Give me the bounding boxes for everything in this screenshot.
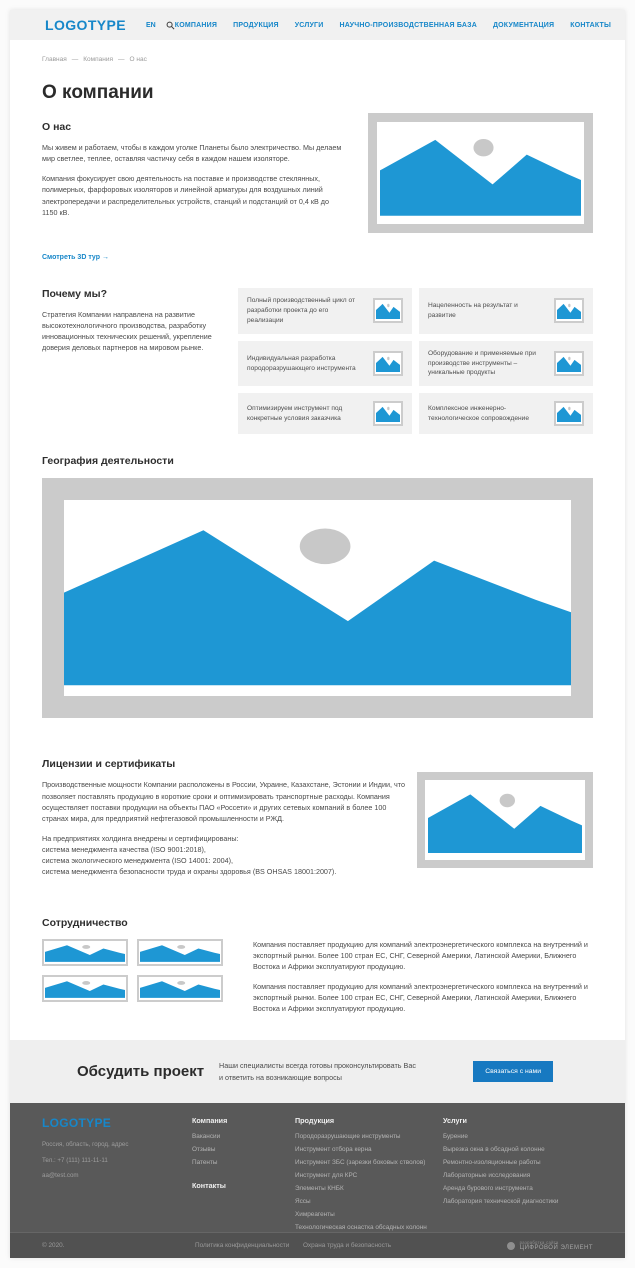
- footer-services-heading: Услуги: [443, 1116, 467, 1125]
- card-image-placeholder: [373, 351, 403, 376]
- breadcrumb-home[interactable]: Главная: [42, 56, 67, 63]
- footer-product-link[interactable]: Инструмент для КРС: [295, 1172, 358, 1179]
- geography-section: [42, 455, 593, 718]
- licenses-heading: Лицензии и сертификаты: [42, 758, 176, 771]
- certification-line: система менеджмента безопасности труда и охраны здоровья (BS OHSAS 18001:2007).: [42, 867, 337, 877]
- licenses-image-placeholder: [417, 772, 593, 868]
- developer-logo-icon: [507, 1242, 515, 1250]
- about-heading: О нас: [42, 121, 72, 133]
- geography-heading: География деятельности: [42, 455, 174, 468]
- breadcrumb-company[interactable]: Компания: [83, 56, 113, 63]
- cooperation-paragraph: Компания поставляет продукцию для компаний электроэнергетического комплекса на внутренний и экспортный рынки. Более 100 стран ЕС, СНГ, Северной Америки, Латинской Америки, Ближнего Востока и Африки эксплуатируют продукцию.: [253, 939, 588, 971]
- footer-product-link[interactable]: Яссы: [295, 1198, 311, 1205]
- feature-card: Комплексное инженерно-технологическое сопровождение: [419, 393, 593, 434]
- footer-email-link[interactable]: aa@test.com: [42, 1172, 79, 1179]
- card-image-placeholder: [373, 401, 403, 426]
- about-image-placeholder: [368, 113, 593, 233]
- footer-link-reviews[interactable]: Отзывы: [192, 1146, 216, 1153]
- nav-contacts[interactable]: КОНТАКТЫ: [570, 21, 612, 29]
- cta-heading: Обсудить проект: [77, 1063, 205, 1080]
- why-us-cards: [238, 288, 593, 434]
- footer: [10, 1103, 625, 1232]
- footer-product-link[interactable]: Химреагенты: [295, 1211, 335, 1218]
- developer-name: ЦИФРОВОЙ ЭЛЕМЕНТ: [519, 1245, 593, 1251]
- footer-column-services: [443, 1116, 593, 1232]
- copyright: © 2020.: [42, 1242, 65, 1249]
- nav-company[interactable]: КОМПАНИЯ: [174, 21, 218, 29]
- footer-service-link[interactable]: Лабораторные исследования: [443, 1172, 531, 1179]
- footer-service-link[interactable]: Аренда бурового инструмента: [443, 1185, 533, 1192]
- about-paragraph: Мы живем и работаем, чтобы в каждом уголке Планеты было электричество. Мы делаем мир светлее, теплее, оставляя частичку себя в каждом нашем изоляторе.: [42, 143, 342, 164]
- footer-company-heading: Компания: [192, 1116, 228, 1125]
- breadcrumb: [42, 56, 593, 63]
- card-image-placeholder: [554, 401, 584, 426]
- nav-documentation[interactable]: ДОКУМЕНТАЦИЯ: [492, 21, 555, 29]
- footer-service-link[interactable]: Вырезка окна в обсадной колонне: [443, 1146, 545, 1153]
- cta-text: Наши специалисты всегда готовы проконсультировать Вас и ответить на возникающие вопросы: [219, 1061, 416, 1082]
- footer-product-link[interactable]: Инструмент ЗБС (зарезки боковых стволов): [295, 1159, 426, 1166]
- cooperation-section: [42, 917, 593, 1015]
- developer-credit-label: разработка сайта: [519, 1240, 559, 1245]
- footer-product-link[interactable]: Элементы КНБК: [295, 1185, 344, 1192]
- breadcrumb-separator: —: [71, 56, 79, 63]
- licenses-paragraph: Производственные мощности Компании расположены в России, Украине, Казахстане, Эстонии и Индии, что позволяет поставлять продукцию в короткие сроки и оптимизировать транспортные расходы. Компания осуществляет поставки продукции на объекты ПАО «Россети» и других сетевых компаний в более 100 странах мира, для предприятий нефтегазовой промышленности и РЖД.: [42, 780, 405, 823]
- main-content: [10, 40, 625, 1015]
- why-us-section: [42, 288, 593, 434]
- main-nav: [175, 22, 611, 29]
- about-paragraph: Компания фокусирует свою деятельность на поставке и производстве стеклянных, полимерных, фарфоровых изоляторов и линейной арматуры для воздушных линий электропередачи и распределительных устройств, станций и подстанций от 0,4 кВ до 1150 кВ.: [42, 174, 329, 217]
- logo[interactable]: LOGOTYPE: [45, 17, 126, 33]
- feature-card: Оборудование и применяемые при производстве инструменты – уникальные продукты: [419, 341, 593, 387]
- nav-products[interactable]: ПРОДУКЦИЯ: [233, 21, 279, 29]
- why-us-text: Стратегия Компании направлена на развитие высокотехнологичного производства, разработку инновационных технических решений, укрепление доверия деловых партнеров на мировом рынке.: [42, 310, 212, 353]
- breadcrumb-current: О нас: [129, 56, 147, 63]
- footer-product-link[interactable]: Технологическая оснастка обсадных колонн: [295, 1224, 427, 1231]
- language-switcher[interactable]: EN: [146, 21, 156, 29]
- footer-phone: Тел.: +7 (111) 111-11-11: [42, 1157, 108, 1164]
- footer-address: Россия, область, город, адрес: [42, 1141, 129, 1148]
- card-image-placeholder: [554, 351, 584, 376]
- geography-image-placeholder: [42, 478, 593, 718]
- certification-line: система экологического менеджмента (ISO 14001: 2004),: [42, 856, 233, 866]
- gallery-image-placeholder[interactable]: [137, 975, 223, 1002]
- footer-service-link[interactable]: Лаборатория технической диагностики: [443, 1198, 559, 1205]
- licenses-section: [42, 758, 593, 877]
- page: [10, 10, 625, 1258]
- footer-column-company: [192, 1116, 295, 1232]
- cooperation-paragraph: Компания поставляет продукцию для компаний электроэнергетического комплекса на внутренний и экспортный рынки. Более 100 стран ЕС, СНГ, Северной Америки, Латинской Америки, Ближнего Востока и Африки эксплуатируют продукцию.: [253, 982, 588, 1014]
- breadcrumb-separator: —: [118, 56, 125, 63]
- nav-services[interactable]: УСЛУГИ: [294, 21, 324, 29]
- gallery-image-placeholder[interactable]: [42, 939, 128, 966]
- feature-card: Полный производственный цикл от разработки проекта до его реализации: [238, 288, 412, 334]
- cooperation-heading: Сотрудничество: [42, 916, 128, 929]
- page-title: О компании: [42, 82, 154, 103]
- footer-product-link[interactable]: Инструмент отбора керна: [295, 1146, 372, 1153]
- header: [10, 10, 625, 40]
- contact-us-button[interactable]: Связаться с нами: [473, 1061, 553, 1082]
- cooperation-gallery: [42, 939, 223, 1002]
- feature-card: Оптимизируем инструмент под конкретные условия заказчика: [238, 393, 412, 434]
- certification-line: система менеджмента качества (ISO 9001:2018),: [42, 845, 206, 855]
- privacy-policy-link[interactable]: Политика конфиденциальности: [195, 1242, 290, 1249]
- footer-service-link[interactable]: Ремонтно-изоляционные работы: [443, 1159, 541, 1166]
- footer-link-vacancies[interactable]: Вакансии: [192, 1133, 221, 1140]
- footer-product-link[interactable]: Породоразрушающие инструменты: [295, 1133, 401, 1140]
- about-section: [42, 121, 593, 233]
- card-image-placeholder: [554, 298, 584, 323]
- why-us-heading: Почему мы?: [42, 288, 108, 300]
- developer-credit-link[interactable]: [507, 1240, 593, 1251]
- view-3d-tour-link[interactable]: Смотреть 3D тур →: [42, 254, 109, 261]
- cta-section: [10, 1040, 625, 1103]
- footer-logo[interactable]: LOGOTYPE: [42, 1116, 112, 1130]
- labor-safety-link[interactable]: Охрана труда и безопасность: [303, 1242, 392, 1249]
- search-icon: [166, 21, 175, 30]
- footer-service-link[interactable]: Бурение: [443, 1133, 468, 1140]
- gallery-image-placeholder[interactable]: [42, 975, 128, 1002]
- nav-production-base[interactable]: НАУЧНО-ПРОИЗВОДСТВЕННАЯ БАЗА: [339, 21, 477, 29]
- footer-contacts-heading[interactable]: Контакты: [192, 1181, 226, 1190]
- certifications-intro: На предприятиях холдинга внедрены и сертифицированы:: [42, 833, 239, 843]
- footer-link-patents[interactable]: Патенты: [192, 1159, 218, 1166]
- footer-products-heading: Продукция: [295, 1116, 335, 1125]
- footer-column-products: [295, 1116, 443, 1232]
- gallery-image-placeholder[interactable]: [137, 939, 223, 966]
- feature-card: Нацеленность на результат и развитие: [419, 288, 593, 334]
- footer-bottom-bar: [10, 1232, 625, 1258]
- card-image-placeholder: [373, 298, 403, 323]
- feature-card: Индивидуальная разработка породоразрушающего инструмента: [238, 341, 412, 387]
- search-button[interactable]: [166, 21, 175, 30]
